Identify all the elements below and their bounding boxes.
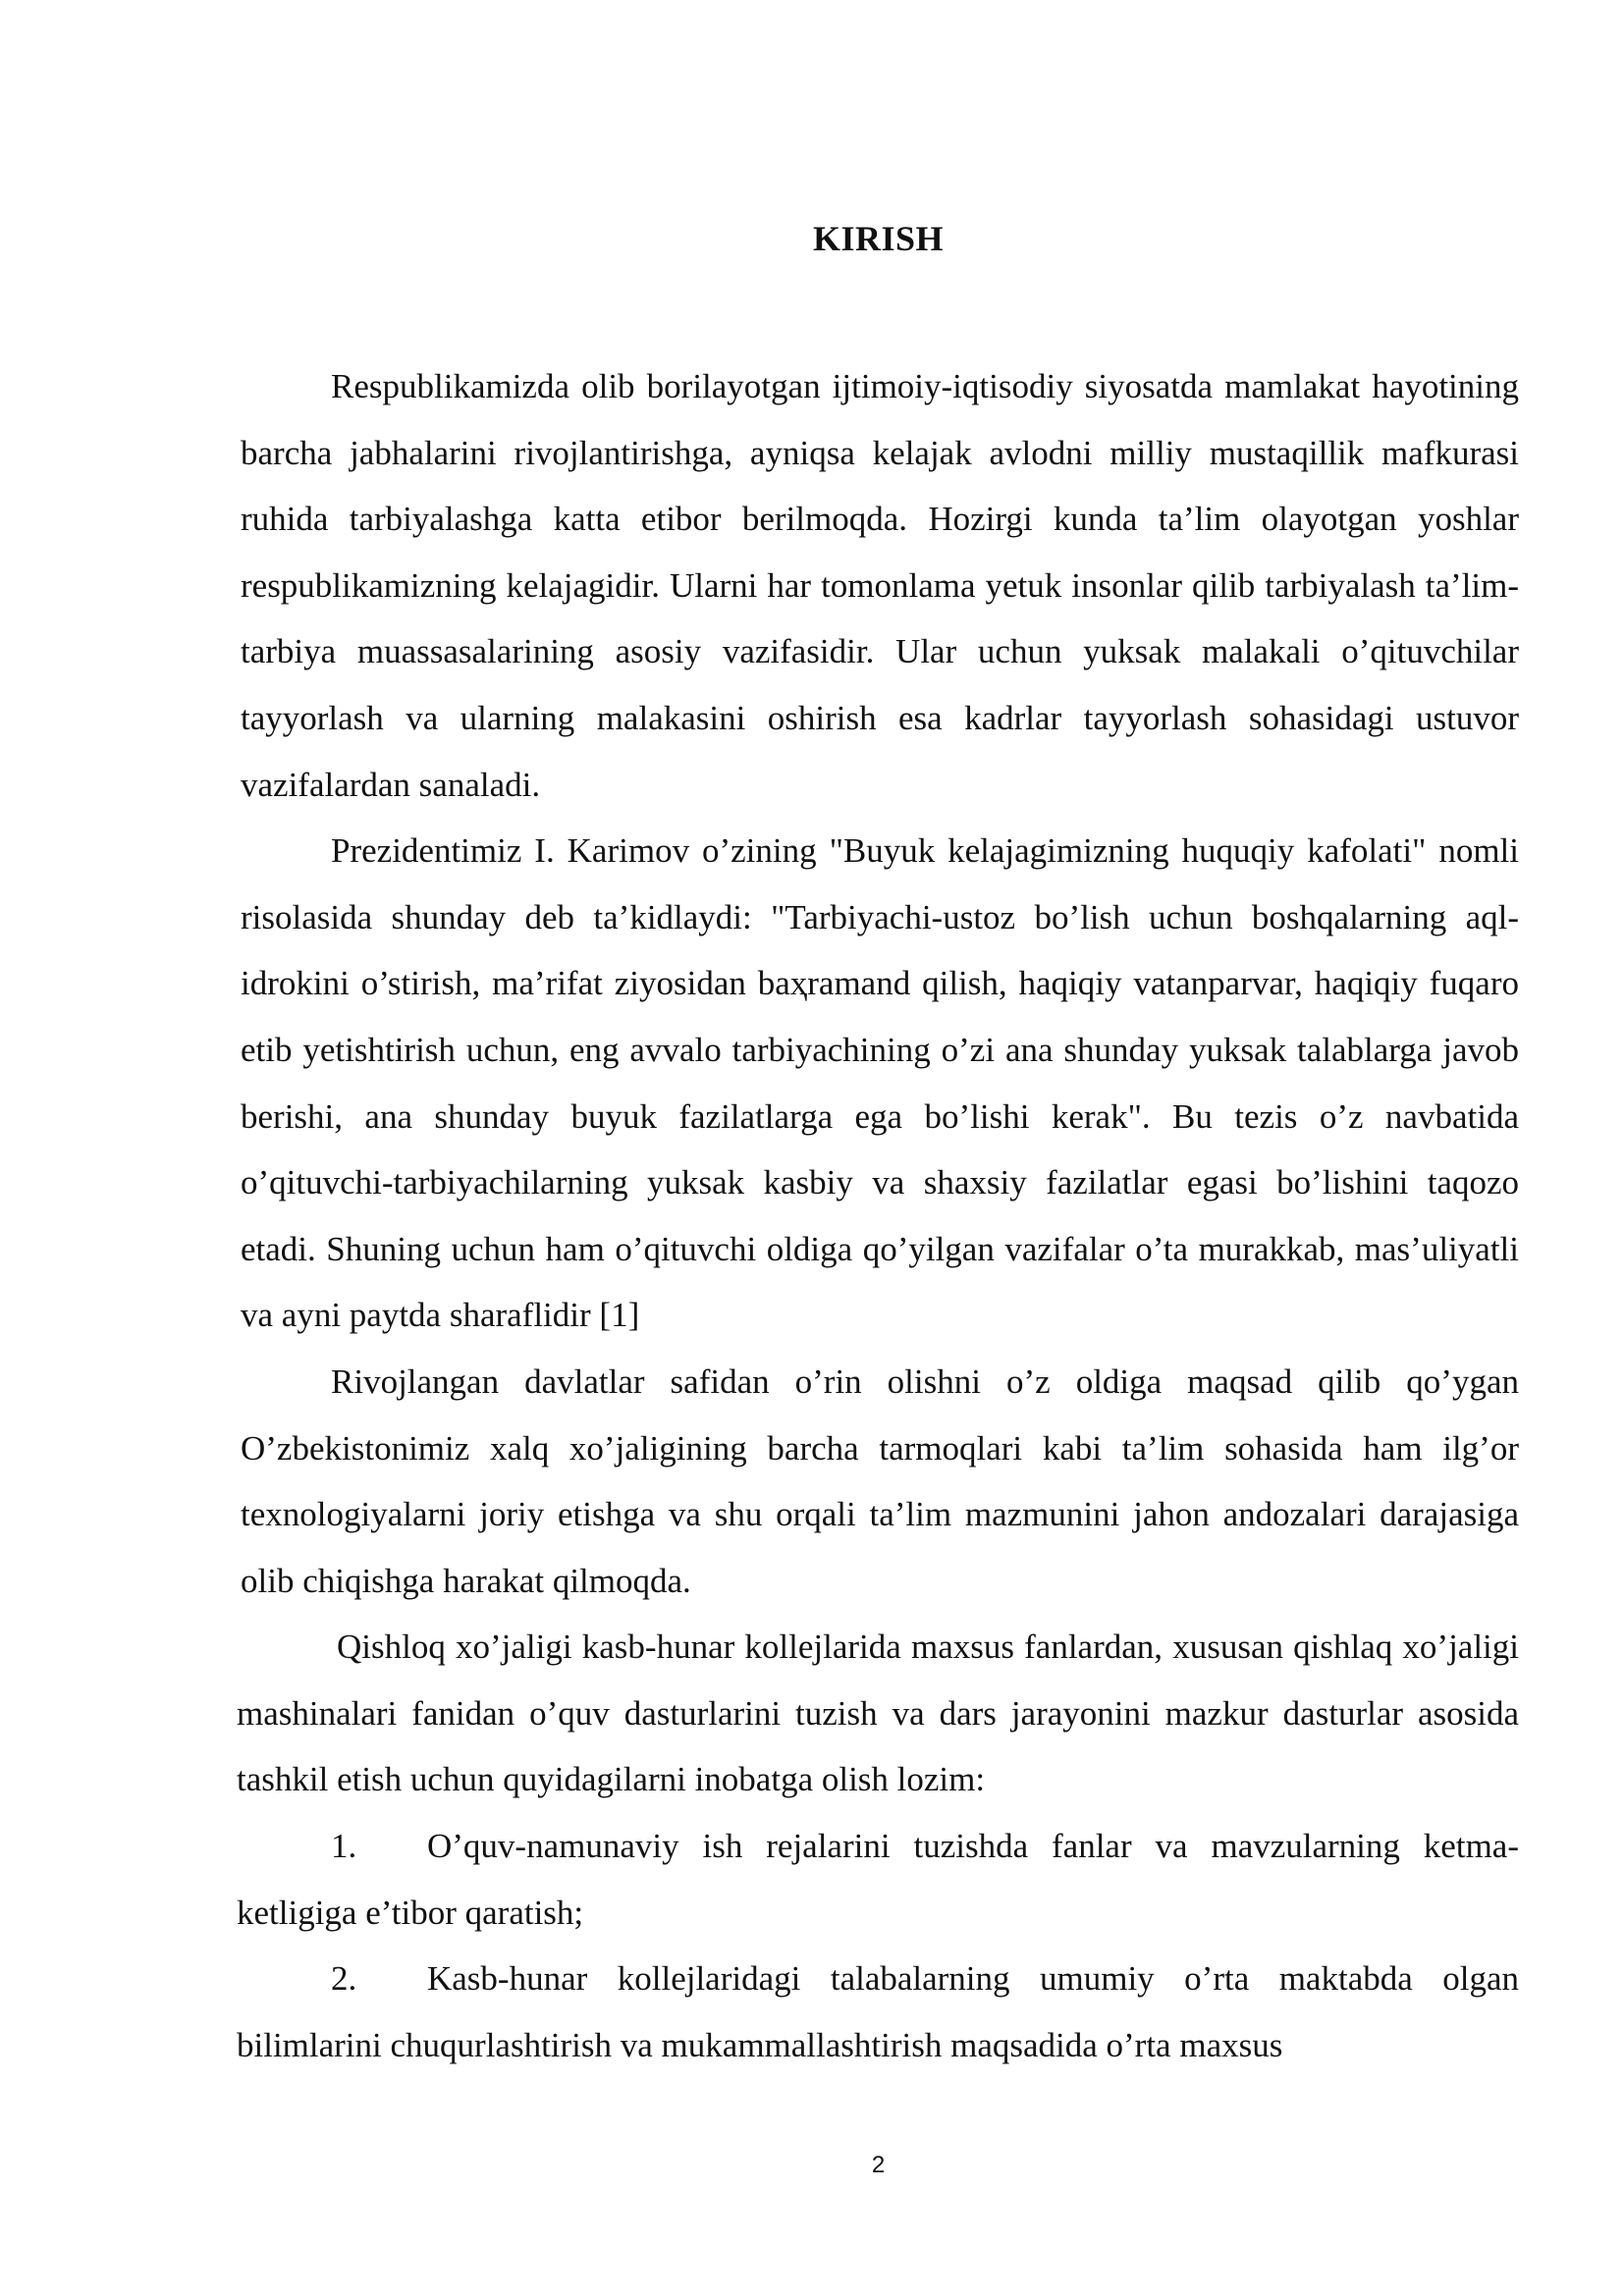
document-body xyxy=(237,353,1519,2078)
list-item-2 xyxy=(237,1946,1519,2078)
page-number: 2 xyxy=(871,2152,886,2178)
page-title: KIRISH xyxy=(812,219,945,258)
list-number: 2. xyxy=(331,1959,357,1999)
list-text: O’quv-namunaviy ish rejalarini tuzishda fanlar va mavzularning ketma-ketligiga e’tibor qaratish; xyxy=(237,1827,1519,1932)
paragraph-president-quote: Prezidentimiz I. Karimov o’zining "Buyuk kelajagimizning huquqiy kafolati" nomli risolasida shunday deb ta’kidlaydi: "Tarbiyachi-ustoz bo’lish uchun boshqalarning aql-idrokini o’stirish, ma’rifat ziyosidan baҳramand qilish, haqiqiy vatanparvar, haqiqiy fuqaro etib yetishtirish uchun, eng avvalo tarbiyachining o’zi ana shunday yuksak talablarga javob berishi, ana shunday buyuk fazilatlarga ega bo’lishi kerak". Bu tezis o’z navbatida o’qituvchi-tarbiyachilarning yuksak kasbiy va shaxsiy fazilatlar egasi bo’lishini taqozo etadi. Shuning uchun ham o’qituvchi oldiga qo’yilgan vazifalar o’ta murakkab, mas’uliyatli va ayni paytda sharaflidir [1] xyxy=(241,831,1519,1335)
list-item-1 xyxy=(237,1813,1519,1946)
paragraph-developed-countries: Rivojlangan davlatlar safidan o’rin olishni o’z oldiga maqsad qilib qo’ygan O’zbekistonimiz xalq xo’jaligining barcha tarmoqlari kabi ta’lim sohasida ham ilg’or texnologiyalarni joriy etishga va shu orqali ta’lim mazmunini jahon andozalari darajasiga olib chiqishga harakat qilmoqda. xyxy=(241,1362,1519,1600)
list-text: Kasb-hunar kollejlaridagi talabalarning umumiy o’rta maktabda olgan bilimlarini chuqurlashtirish va mukammallashtirish maqsadida o’rta maxsus xyxy=(237,1959,1519,2064)
paragraph-agriculture-colleges: Qishloq xo’jaligi kasb-hunar kollejlarida maxsus fanlardan, xususan qishlaq xo’jaligi mashinalari fanidan o’quv dasturlarini tuzish va dars jarayonini mazkur dasturlar asosida tashkil etish uchun quyidagilarni inobatga olish lozim: xyxy=(237,1628,1519,1799)
paragraph-intro: Respublikamizda olib borilayotgan ijtimoiy-iqtisodiy siyosatda mamlakat hayotining barcha jabhalarini rivojlantirishga, ayniqsa kelajak avlodni milliy mustaqillik mafkurasi ruhida tarbiyalashga katta etibor berilmoqda. Hozirgi kunda ta’lim olayotgan yoshlar respublikamizning kelajagidir. Ularni har tomonlama yetuk insonlar qilib tarbiyalash ta’lim-tarbiya muassasalarining asosiy vazifasidir. Ular uchun yuksak malakali o’qituvchilar tayyorlash va ularning malakasini oshirish esa kadrlar tayyorlash sohasidagi ustuvor vazifalardan sanaladi. xyxy=(241,367,1519,804)
list-number: 1. xyxy=(331,1827,357,1866)
